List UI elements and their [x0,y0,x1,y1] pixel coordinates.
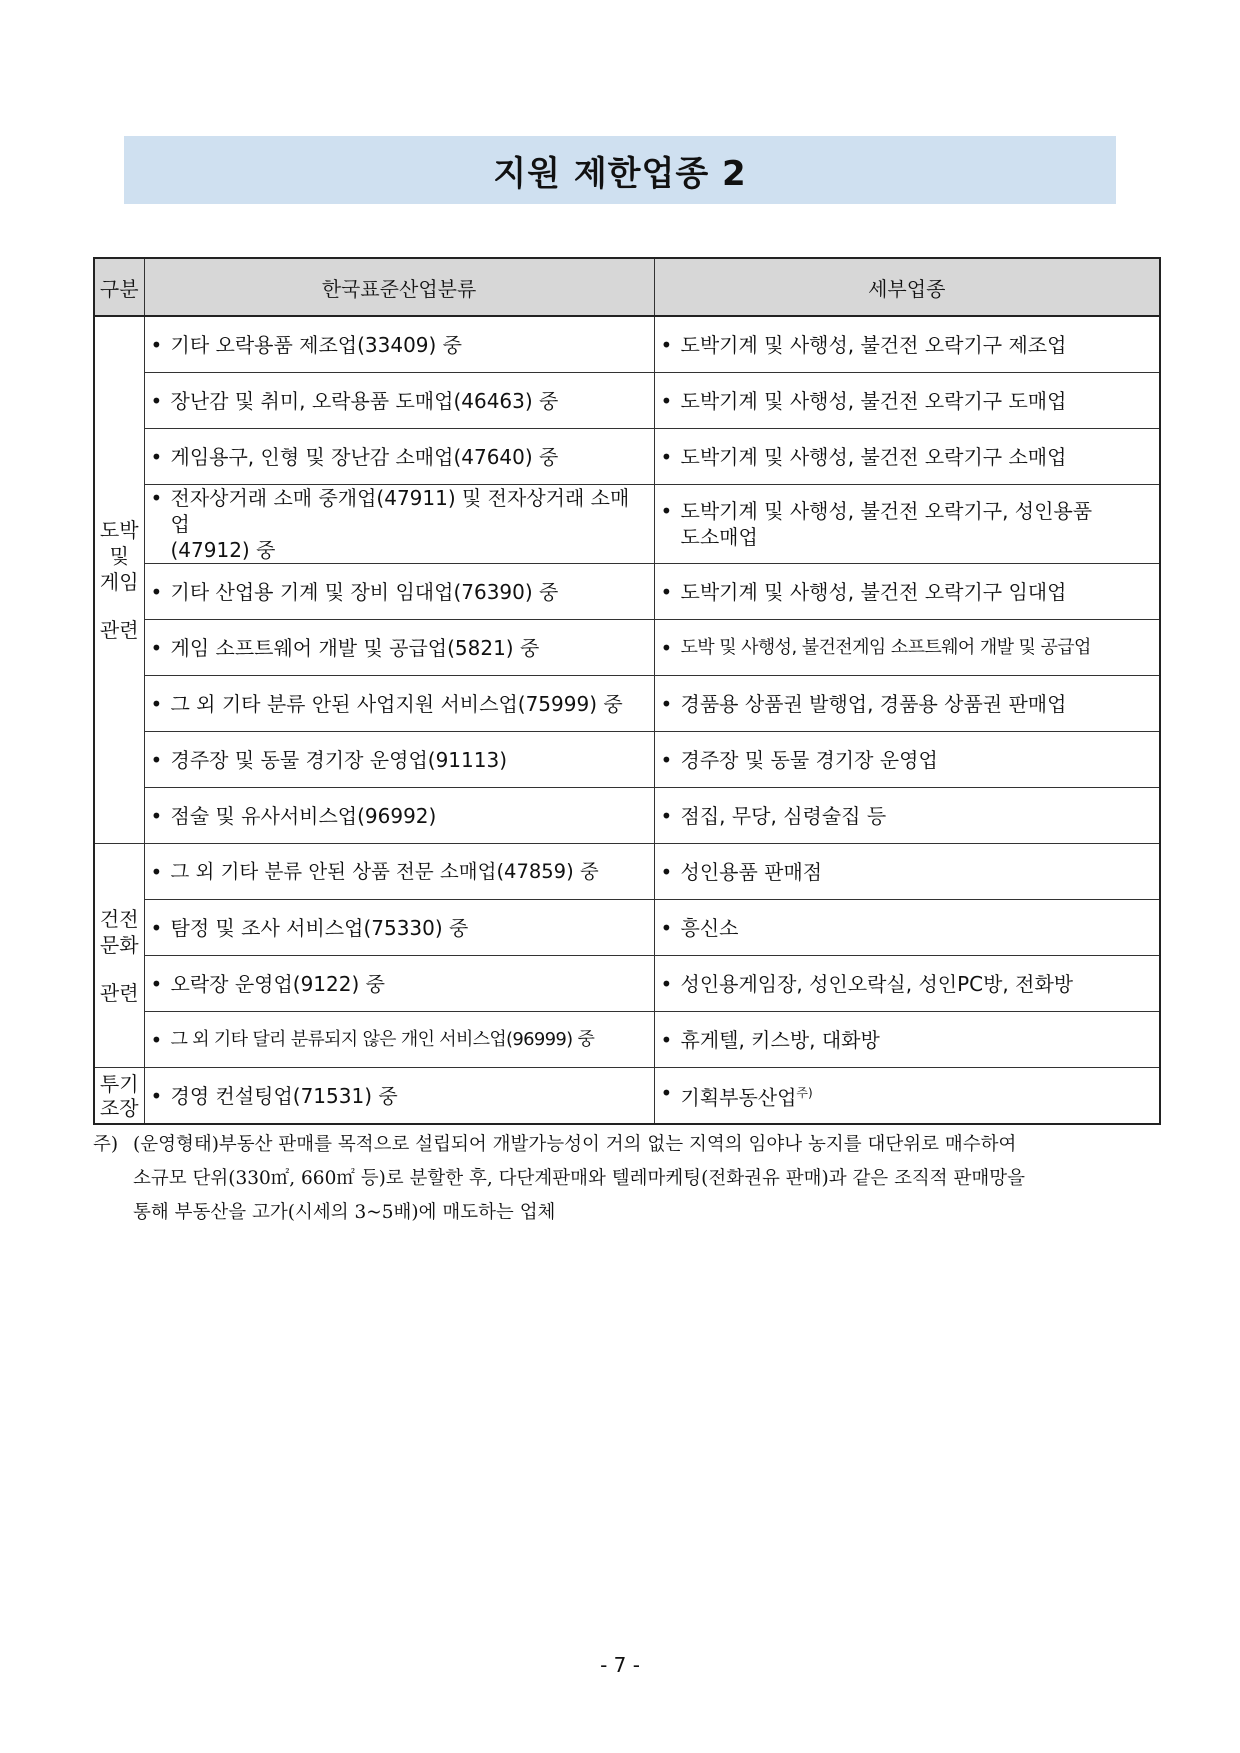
ksic-cell: • 그 외 기타 분류 안된 사업지원 서비스업(75999) 중 [144,676,654,732]
bullet-icon: • [150,859,163,884]
bullet-icon: • [150,635,163,660]
bullet-icon: • [660,1027,673,1052]
title-banner [124,136,1116,204]
detail-cell: • 성인용품 판매점 [654,844,1160,900]
detail-cell: • 기획부동산업$^{주)}$ [654,1068,1160,1125]
bullet-icon: • [150,691,163,716]
table-row [94,956,1160,1012]
header-category: 구분 [94,258,144,316]
detail-cell: • 경품용 상품권 발행업, 경품용 상품권 판매업 [654,676,1160,732]
bullet-icon: • [660,971,673,996]
table-row [94,732,1160,788]
category-line: 건전 [99,906,139,931]
table-row [94,676,1160,732]
table-row [94,564,1160,620]
ksic-cell: • 탐정 및 조사 서비스업(75330) 중 [144,900,654,956]
bullet-icon: • [660,747,673,772]
category-line: 게임 [99,570,139,594]
category-line: 투기 [99,1071,139,1096]
detail-cell: • 경주장 및 동물 경기장 운영업 [654,732,1160,788]
ksic-cell: • 게임 소프트웨어 개발 및 공급업(5821) 중 [144,620,654,676]
bullet-icon: • [150,971,163,996]
category-line: 문화 [99,932,139,957]
ksic-cell: • 그 외 기타 분류 안된 상품 전문 소매업(47859) 중 [144,844,654,900]
bullet-icon: • [150,444,163,469]
table-row [94,1068,1160,1125]
ksic-cell: • 게임용구, 인형 및 장난감 소매업(47640) 중 [144,429,654,485]
restricted-industries-table [93,257,1161,1125]
footnote [93,1128,1163,1230]
detail-cell: • 도박기계 및 사행성, 불건전 오락기구 소매업 [654,429,1160,485]
bullet-icon: • [150,915,163,940]
ksic-cell: • 오락장 운영업(9122) 중 [144,956,654,1012]
category-gambling [94,316,144,844]
bullet-icon: • [660,915,673,940]
category-culture [94,844,144,1068]
ksic-cell: • 경주장 및 동물 경기장 운영업(91113) [144,732,654,788]
ksic-cell: • 점술 및 유사서비스업(96992) [144,788,654,844]
bullet-icon: • [660,499,673,523]
bullet-icon: • [660,635,673,660]
bullet-icon: • [660,444,673,469]
footnote-line: (운영형태)부동산 판매를 목적으로 설립되어 개발가능성이 거의 없는 지역의 임야나 농지를 대단위로 매수하여 [133,1134,1017,1155]
detail-cell: • 도박기계 및 사행성, 불건전 오락기구, 성인용품 도소매업 [654,485,1160,564]
table-row [94,844,1160,900]
detail-cell: • 흥신소 [654,900,1160,956]
category-speculation [94,1068,144,1125]
detail-cell: • 도박 및 사행성, 불건전게임 소프트웨어 개발 및 공급업 [654,620,1160,676]
ksic-cell: • 장난감 및 취미, 오락용품 도매업(46463) 중 [144,373,654,429]
bullet-icon: • [150,486,163,510]
bullet-icon: • [660,579,673,604]
bullet-icon: • [150,1027,163,1052]
category-line: 관련 [99,618,139,642]
table-row [94,620,1160,676]
category-line: 도박 [99,518,139,542]
table-row [94,485,1160,564]
bullet-icon: • [660,332,673,357]
table-row [94,429,1160,485]
footnote-mark: 주) [93,1134,119,1155]
bullet-icon: • [150,803,163,828]
category-line: 및 [109,544,129,568]
detail-cell: • 도박기계 및 사행성, 불건전 오락기구 도매업 [654,373,1160,429]
bullet-icon: • [660,803,673,828]
bullet-icon: • [150,747,163,772]
footnote-line: 통해 부동산을 고가(시세의 3~5배)에 매도하는 업체 [133,1202,556,1223]
table-header-row [94,258,1160,316]
bullet-icon: • [150,332,163,357]
ksic-cell: • 기타 산업용 기계 및 장비 임대업(76390) 중 [144,564,654,620]
detail-cell: • 휴게텔, 키스방, 대화방 [654,1012,1160,1068]
table-row [94,316,1160,373]
footnote-ref: 주) [796,1086,813,1101]
header-detail: 세부업종 [654,258,1160,316]
bullet-icon: • [660,388,673,413]
bullet-icon: • [660,1081,673,1106]
ksic-cell: • 기타 오락용품 제조업(33409) 중 [144,316,654,373]
table-row [94,900,1160,956]
category-line: 조장 [99,1095,139,1120]
bullet-icon: • [660,691,673,716]
footnote-line: 소규모 단위(330㎡, 660㎡ 등)로 분할한 후, 다단계판매와 텔레마케팅(전화권유 판매)과 같은 조직적 판매망을 [133,1168,1026,1189]
header-ksic: 한국표준산업분류 [144,258,654,316]
bullet-icon: • [150,579,163,604]
page-number: - 7 - [600,1653,640,1677]
bullet-icon: • [660,859,673,884]
detail-cell: • 점집, 무당, 심령술집 등 [654,788,1160,844]
ksic-cell: • 그 외 기타 달리 분류되지 않은 개인 서비스업(96999) 중 [144,1012,654,1068]
page-title: 지원 제한업종 2 [493,153,747,194]
category-line: 관련 [99,980,139,1005]
table-row [94,788,1160,844]
detail-cell: • 도박기계 및 사행성, 불건전 오락기구 임대업 [654,564,1160,620]
ksic-cell: • 전자상거래 소매 중개업(47911) 및 전자상거래 소매업 (47912) 중 [144,485,654,564]
table-row [94,1012,1160,1068]
ksic-cell: • 경영 컨설팅업(71531) 중 [144,1068,654,1125]
table-row [94,373,1160,429]
detail-cell: • 도박기계 및 사행성, 불건전 오락기구 제조업 [654,316,1160,373]
detail-cell: • 성인용게임장, 성인오락실, 성인PC방, 전화방 [654,956,1160,1012]
bullet-icon: • [150,388,163,413]
bullet-icon: • [150,1083,163,1108]
